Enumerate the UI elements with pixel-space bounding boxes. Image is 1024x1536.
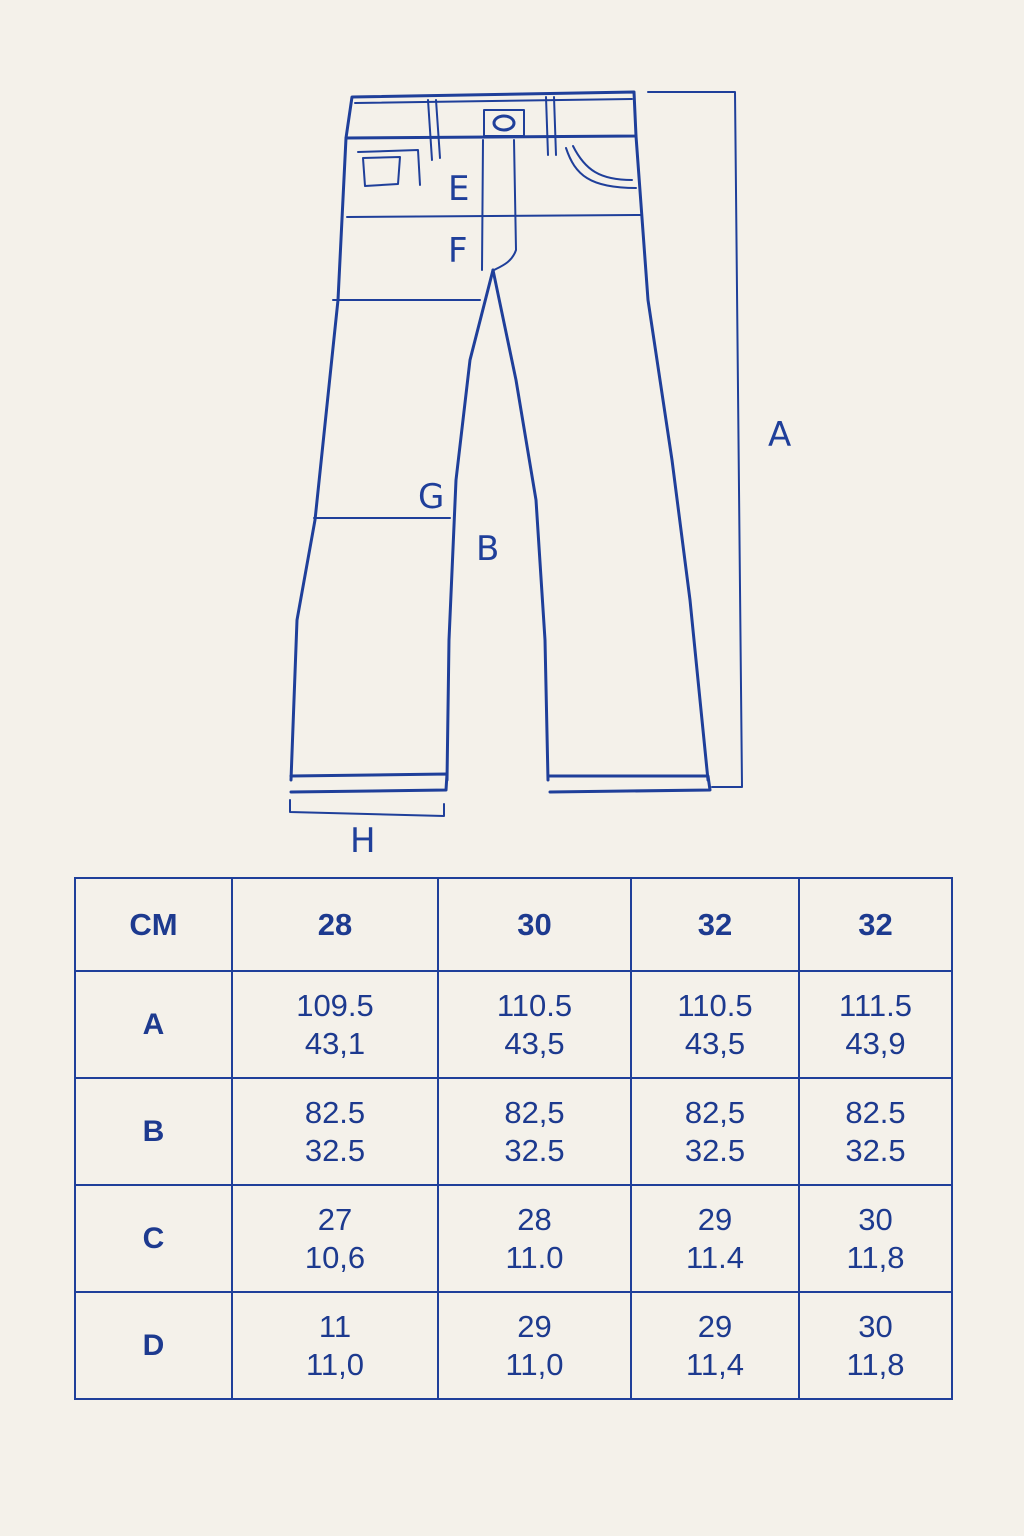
label-a: A — [768, 415, 792, 455]
cell-value: 110.5 — [677, 987, 753, 1023]
table-cell — [631, 1185, 799, 1292]
table-cell — [631, 1078, 799, 1185]
table-row — [75, 971, 952, 1078]
table-cell — [799, 1185, 952, 1292]
table-cell — [438, 1185, 631, 1292]
cell-value: 11.0 — [505, 1239, 564, 1275]
cell-value: 109.5 — [296, 987, 374, 1023]
table-cell — [631, 1292, 799, 1399]
cell-value: 32.5 — [504, 1132, 565, 1168]
cell-value: 11,4 — [685, 1346, 745, 1382]
table-header-row — [75, 878, 952, 971]
cell-value: 43,5 — [684, 1025, 746, 1061]
label-h: H — [350, 821, 376, 861]
fly-line — [482, 140, 516, 270]
unit-header: CM — [75, 878, 232, 971]
right-leg-outer — [636, 136, 708, 780]
cell-value: 43,1 — [304, 1025, 366, 1061]
cell-value: 82,5 — [504, 1094, 565, 1130]
cell-value: 28 — [517, 1201, 552, 1237]
button-icon — [494, 116, 514, 130]
table-cell — [438, 971, 631, 1078]
belt-loop-right — [546, 97, 556, 155]
cell-value: 10,6 — [304, 1239, 366, 1275]
table-cell — [438, 1078, 631, 1185]
cell-value: 43,9 — [845, 1025, 906, 1061]
cell-value: 82.5 — [304, 1094, 366, 1130]
size-header: 32 — [631, 878, 799, 971]
waistband-top-line — [355, 99, 632, 103]
label-g: G — [418, 477, 445, 517]
cell-value: 11,0 — [305, 1346, 365, 1382]
table-cell — [799, 1292, 952, 1399]
table-row — [75, 1292, 952, 1399]
table-cell — [232, 971, 438, 1078]
pocket-left — [358, 150, 420, 186]
cell-value: 43,5 — [504, 1025, 565, 1061]
left-leg-outer — [291, 138, 346, 780]
row-label: B — [75, 1078, 232, 1185]
size-header: 30 — [438, 878, 631, 971]
cell-value: 11,0 — [505, 1346, 564, 1382]
row-label: D — [75, 1292, 232, 1399]
cell-value: 110.5 — [496, 987, 573, 1023]
cell-value: 11,8 — [846, 1346, 905, 1382]
cell-value: 82.5 — [845, 1094, 906, 1130]
length-dimension-line — [648, 92, 742, 787]
cell-value: 11.4 — [685, 1239, 745, 1275]
table-cell — [799, 971, 952, 1078]
cell-value: 29 — [697, 1201, 733, 1237]
cell-value: 29 — [517, 1308, 552, 1344]
cell-value: 11 — [318, 1308, 352, 1344]
row-label: C — [75, 1185, 232, 1292]
left-hem — [291, 774, 447, 792]
cell-value: 82,5 — [684, 1094, 746, 1130]
size-header: 32 — [799, 878, 952, 971]
button-tab — [484, 110, 524, 136]
table-cell — [799, 1078, 952, 1185]
size-chart-table — [74, 877, 953, 1400]
cell-value: 32.5 — [845, 1132, 906, 1168]
hem-width-dimension — [290, 800, 444, 816]
table-cell — [232, 1185, 438, 1292]
pocket-right — [566, 146, 636, 188]
right-leg-inner — [493, 270, 548, 780]
label-e: E — [448, 169, 470, 209]
cell-value: 32.5 — [684, 1132, 746, 1168]
label-f: F — [448, 231, 468, 271]
cell-value: 27 — [317, 1201, 353, 1237]
cell-value: 32.5 — [304, 1132, 366, 1168]
table-cell — [438, 1292, 631, 1399]
size-header: 28 — [232, 878, 438, 971]
right-hem — [548, 776, 710, 792]
cell-value: 30 — [858, 1201, 893, 1237]
table-cell — [232, 1078, 438, 1185]
table-cell — [232, 1292, 438, 1399]
cell-value: 29 — [697, 1308, 733, 1344]
belt-loop-left — [428, 100, 440, 160]
row-label: A — [75, 971, 232, 1078]
table-row — [75, 1185, 952, 1292]
cell-value: 30 — [858, 1308, 893, 1344]
cell-value: 111.5 — [839, 987, 912, 1023]
left-leg-inner — [447, 270, 493, 780]
table-row — [75, 1078, 952, 1185]
label-b: B — [476, 529, 500, 569]
cell-value: 11,8 — [846, 1239, 905, 1275]
hip-line — [347, 215, 642, 217]
table-cell — [631, 971, 799, 1078]
